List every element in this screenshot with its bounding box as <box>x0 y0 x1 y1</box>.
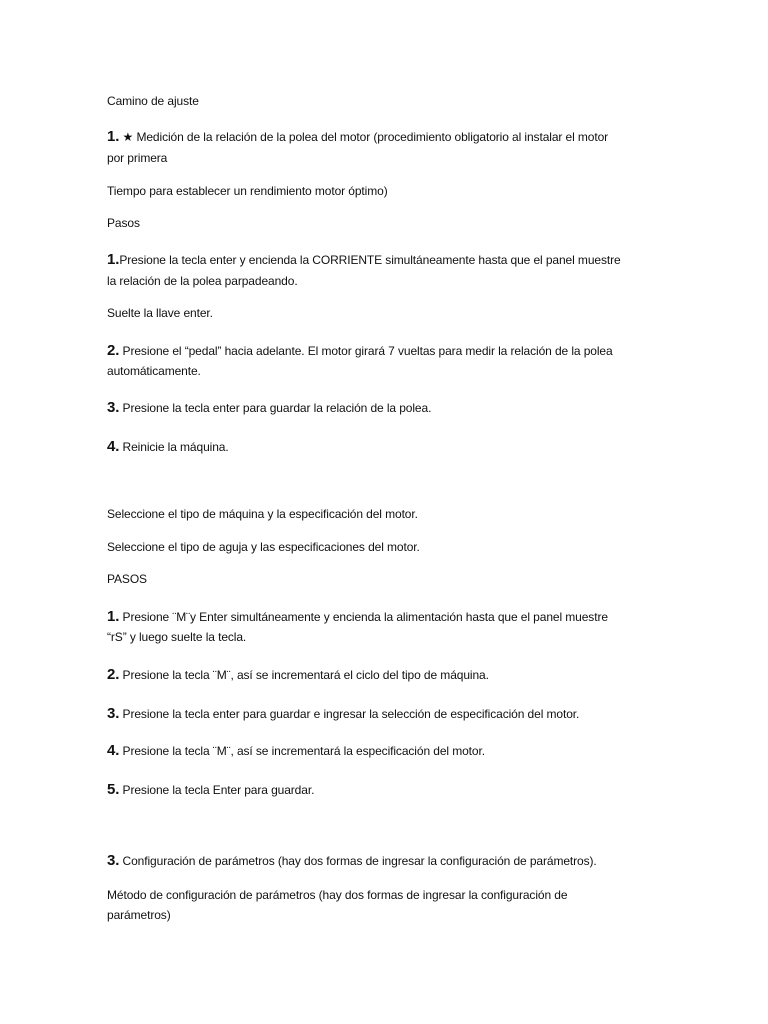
step-number: 4. <box>107 438 120 455</box>
document-title: Camino de ajuste <box>107 94 199 108</box>
section1-heading-line1 <box>107 126 667 148</box>
step-number: 1. <box>107 251 120 268</box>
section1-step1-line1 <box>107 249 667 271</box>
section1-heading-line2: por primera <box>107 151 168 165</box>
section2-step5 <box>107 779 667 801</box>
section1-step-note: Suelte la llave enter. <box>107 306 213 320</box>
step-number: 2. <box>107 342 120 359</box>
step-text: Presione la tecla Enter para guardar. <box>119 783 315 797</box>
section2-step3 <box>107 703 667 725</box>
section3-heading-text: Configuración de parámetros (hay dos formas de ingresar la configuración de parámetros). <box>119 854 597 868</box>
star-icon: ★ <box>122 130 134 144</box>
step-text: Presione la tecla enter y encienda la CORRIENTE simultáneamente hasta que el panel muestre <box>119 253 621 267</box>
section2-line1: Seleccione el tipo de máquina y la especificación del motor. <box>107 507 418 521</box>
step-text: Presione ¨M¨y Enter simultáneamente y encienda la alimentación hasta que el panel muestre <box>119 610 608 624</box>
section1-step2-line1 <box>107 340 667 362</box>
section1-heading-line3: Tiempo para establecer un rendimiento motor óptimo) <box>107 184 388 198</box>
step-number: 3. <box>107 705 120 722</box>
step-number: 4. <box>107 742 120 759</box>
step-number: 1. <box>107 608 120 625</box>
section2-step2 <box>107 664 667 686</box>
section2-step1-line1 <box>107 606 667 628</box>
section3-number: 3. <box>107 852 120 869</box>
step-text: Presione la tecla ¨M¨, así se incrementará la especificación del motor. <box>119 744 485 758</box>
section2-line2: Seleccione el tipo de aguja y las especificaciones del motor. <box>107 540 420 554</box>
step-number: 5. <box>107 781 120 798</box>
step-text: Presione la tecla enter para guardar e ingresar la selección de especificación del motor. <box>119 707 580 721</box>
section1-step3 <box>107 397 667 419</box>
section2-step4 <box>107 740 667 762</box>
step-number: 3. <box>107 399 120 416</box>
step-text: Reinicie la máquina. <box>119 440 229 454</box>
section1-step4 <box>107 436 667 458</box>
section1-number: 1. <box>107 128 120 145</box>
step-text: Presione la tecla enter para guardar la relación de la polea. <box>119 401 432 415</box>
step-text: Presione el “pedal” hacia adelante. El motor girará 7 vueltas para medir la relación de la polea <box>119 344 613 358</box>
section3-line2: parámetros) <box>107 908 171 922</box>
section1-heading-text: Medición de la relación de la polea del motor (procedimiento obligatorio al instalar el motor <box>133 130 609 144</box>
section1-step2-line2: automáticamente. <box>107 364 201 378</box>
section2-steps-label: PASOS <box>107 572 147 586</box>
step-text: Presione la tecla ¨M¨, así se incrementará el ciclo del tipo de máquina. <box>119 668 489 682</box>
section1-step1-line2: la relación de la polea parpadeando. <box>107 274 298 288</box>
section3-heading <box>107 850 667 872</box>
section3-line1: Método de configuración de parámetros (hay dos formas de ingresar la configuración de <box>107 888 568 902</box>
step-number: 2. <box>107 666 120 683</box>
section1-steps-label: Pasos <box>107 216 140 230</box>
section2-step1-line2: “rS” y luego suelte la tecla. <box>107 630 247 644</box>
